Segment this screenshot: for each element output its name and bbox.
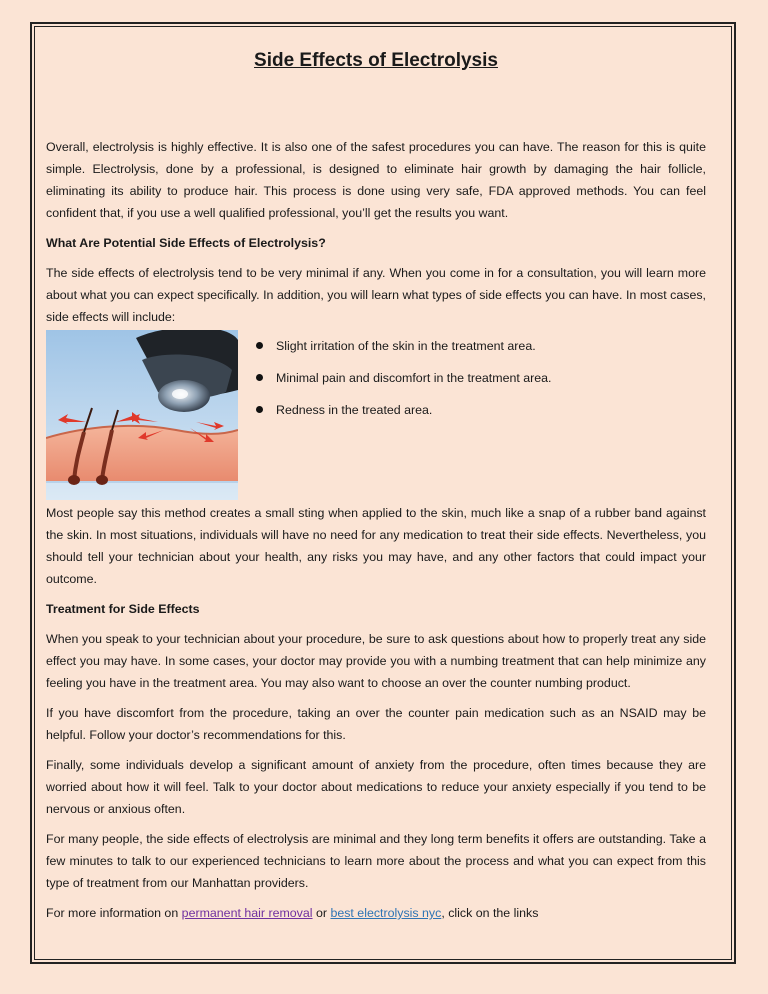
electrolysis-illustration (46, 330, 238, 500)
bullet-icon (256, 406, 263, 413)
permanent-hair-removal-link[interactable]: permanent hair removal (181, 906, 313, 920)
section-heading-treatment: Treatment for Side Effects (46, 602, 200, 616)
side-effects-list (256, 336, 551, 432)
figure-and-list (46, 330, 706, 502)
treatment-paragraph-1: When you speak to your technician about your procedure, be sure to ask questions about how to properly treat any side effect you may have. In some cases, your doctor may provide you with a numbing treatment that can help minimize any feeling you have in the treatment area. You may also want to choose an over the counter numbing product. (46, 632, 706, 690)
document-body (46, 48, 706, 924)
bullet-icon (256, 342, 263, 349)
list-item: Redness in the treated area. (256, 400, 551, 432)
list-item: Minimal pain and discomfort in the treatment area. (256, 368, 551, 400)
section-heading-side-effects: What Are Potential Side Effects of Electrolysis? (46, 236, 326, 250)
intro-paragraph: Overall, electrolysis is highly effective. It is also one of the safest procedures you can have. The reason for this is quite simple. Electrolysis, done by a professional, is designed to eliminate hair growth by damaging the hair follicle, eliminating its ability to produce hair. This process is done using very safe, FDA approved methods. You can feel confident that, if you use a well qualified professional, you’ll get the results you want. (46, 140, 706, 220)
side-effects-paragraph: The side effects of electrolysis tend to be very minimal if any. When you come in for a consultation, you will learn more about what you can expect specifically. In addition, you will learn what types of side effects you can have. In most cases, side effects will include: (46, 266, 706, 324)
treatment-paragraph-3: Finally, some individuals develop a significant amount of anxiety from the procedure, often times because they are worried about how it will feel. Talk to your doctor about medications to reduce your anxiety especially if you tend to be nervous or anxious often. (46, 758, 706, 816)
sensation-paragraph: Most people say this method creates a small sting when applied to the skin, much like a snap of a rubber band against the skin. In most situations, individuals will have no need for any medication to treat their side effects. Nevertheless, you should tell your technician about your health, any risks you may have, and any other factors that could impact your outcome. (46, 506, 706, 586)
document-title: Side Effects of Electrolysis (254, 50, 498, 71)
treatment-paragraph-4: For many people, the side effects of electrolysis are minimal and they long term benefits it offers are outstanding. Take a few minutes to talk to our experienced technicians to learn more about the process and what you can expect from this type of treatment from our Manhattan providers. (46, 832, 706, 890)
treatment-paragraph-2: If you have discomfort from the procedure, taking an over the counter pain medication such as an NSAID may be helpful. Follow your doctor’s recommendations for this. (46, 706, 706, 742)
best-electrolysis-nyc-link[interactable]: best electrolysis nyc (330, 906, 442, 920)
list-item: Slight irritation of the skin in the treatment area. (256, 336, 551, 368)
more-info-line: For more information on permanent hair removal or best electrolysis nyc, click on the links (46, 906, 539, 920)
bullet-icon (256, 374, 263, 381)
